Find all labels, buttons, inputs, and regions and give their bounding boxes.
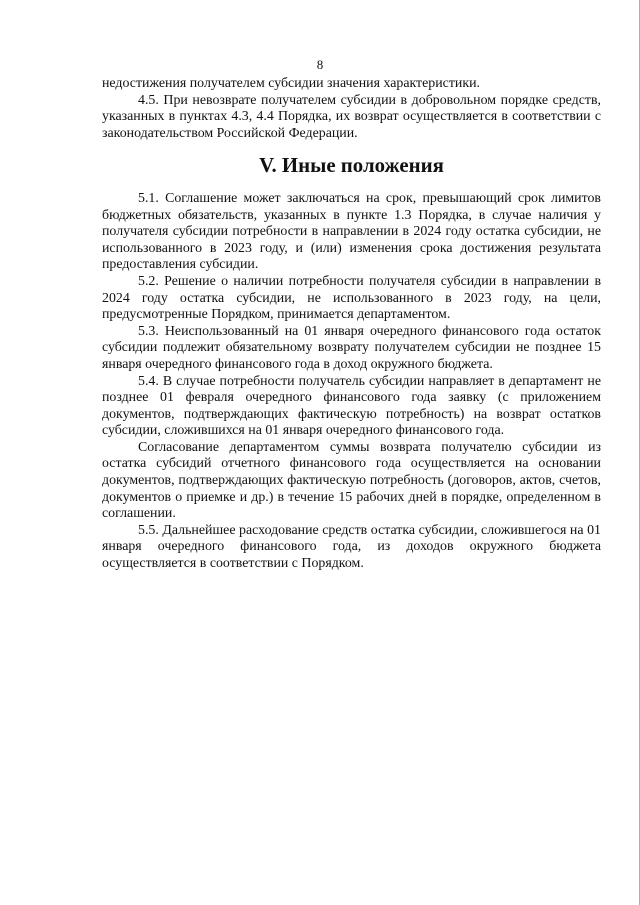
page-number: 8 — [316, 57, 324, 72]
paragraph-5-4-approval: Согласование департаментом суммы возврата получателю субсидии из остатка субсидий отчетного финансового года осуществляется на основании документов, подтверждающих фактическую потребность (договоров, актов, счетов, документов о приемке и др.) в течение 15 рабочих дней в порядке, определенном в соглашении. — [102, 439, 601, 522]
document-body — [102, 76, 601, 573]
paragraph-5-1: 5.1. Соглашение может заключаться на срок, превышающий срок лимитов бюджетных обязательств, указанных в пункте 1.3 Порядка, в случае наличия у получателя субсидии потребности в направлении в 2024 году остатка субсидии, не использованного в 2023 году, и (или) изменения срока достижения результата предоставления субсидии. — [102, 190, 601, 273]
paragraph-continuation: недостижения получателем субсидии значения характеристики. — [102, 76, 480, 91]
paragraph-5-2: 5.2. Решение о наличии потребности получателя субсидии в направлении в 2024 году остатка субсидии, не использованного в 2023 году, на цели, предусмотренные Порядком, принимается департаментом. — [102, 273, 601, 323]
paragraph-5-4: 5.4. В случае потребности получатель субсидии направляет в департамент не позднее 01 февраля очередного финансового года заявку (с приложением документов, подтверждающих фактическую потребность) на возврат остатков субсидии, сложившихся на 01 января очередного финансового года. — [102, 373, 601, 439]
section-heading: V. Иные положения — [259, 153, 444, 178]
paragraph-4-5: 4.5. При невозврате получателем субсидии в добровольном порядке средств, указанных в пунктах 4.3, 4.4 Порядка, их возврат осуществляется в соответствии с законодательством Российской Федерации. — [102, 92, 601, 141]
paragraph-5-3: 5.3. Неиспользованный на 01 января очередного финансового года остаток субсидии подлежит обязательному возврату получателем субсидии не позднее 15 января очередного финансового года в доход окружного бюджета. — [102, 323, 601, 372]
paragraph-5-5: 5.5. Дальнейшее расходование средств остатка субсидии, сложившегося на 01 января очередного финансового года, из доходов окружного бюджета осуществляется в соответствии с Порядком. — [102, 522, 601, 572]
